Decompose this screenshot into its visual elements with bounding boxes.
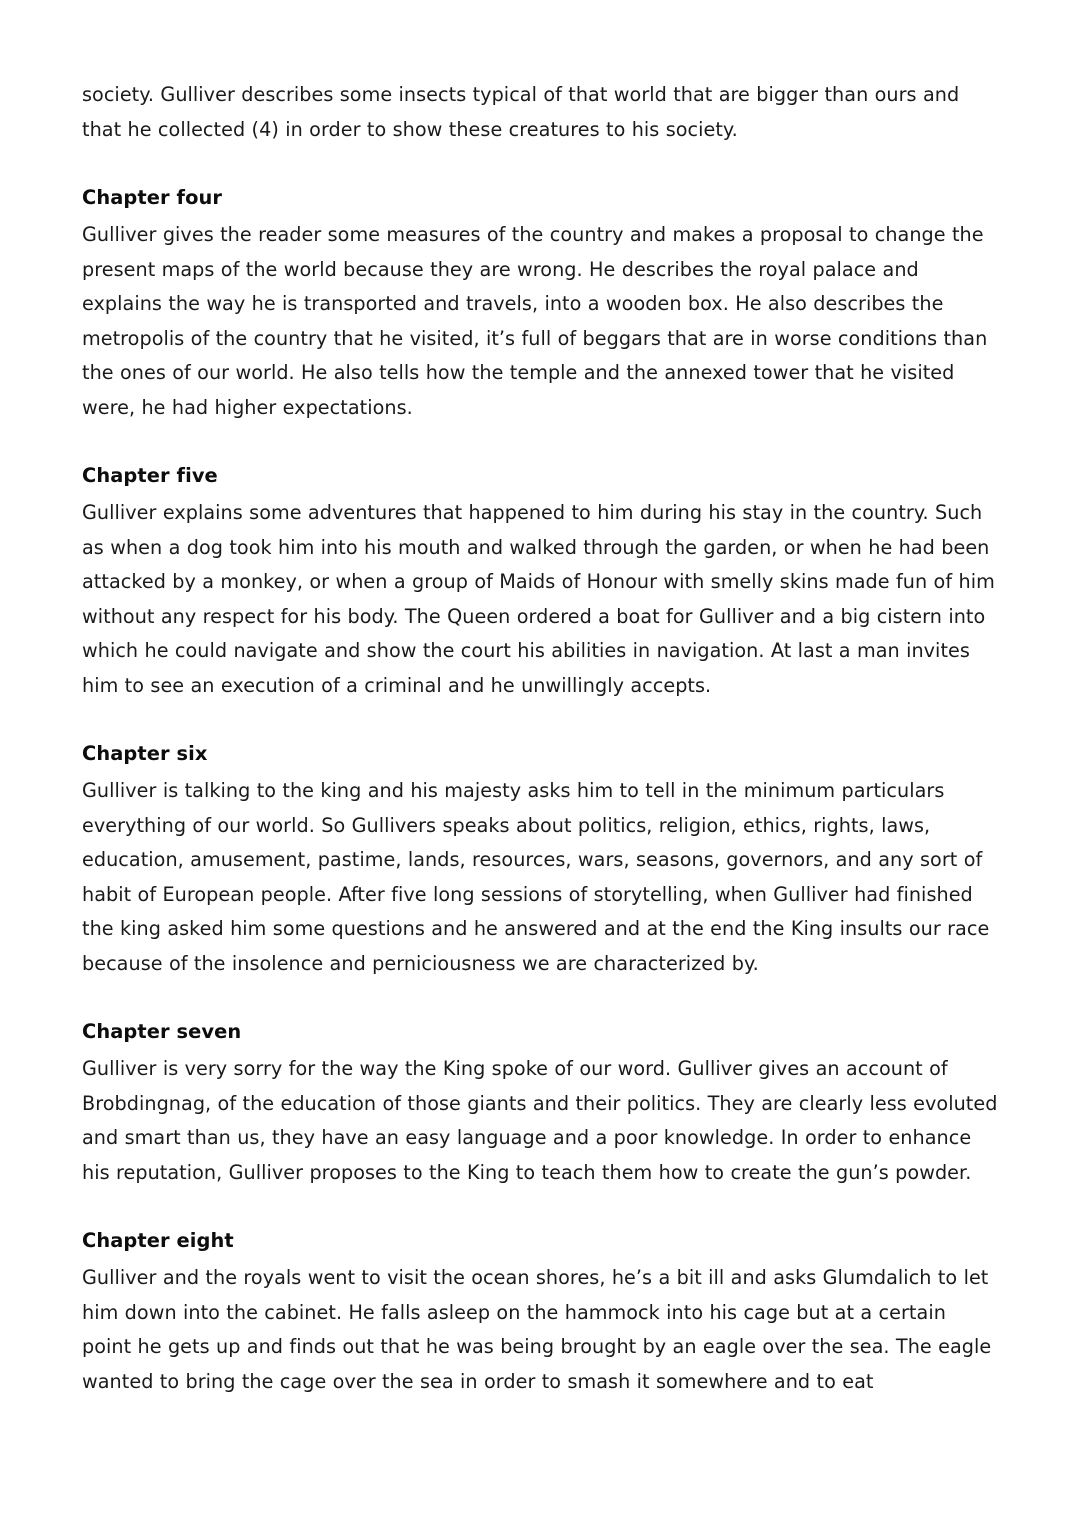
section-paragraph: Gulliver is talking to the king and his majesty asks him to tell in the minimum particulars everything of our world. So Gullivers speaks about politics, religion, ethics, rights, laws, education, amusement, pastime, lands, resources, wars, seasons, governors, and any sort of habit of European people. After five long sessions of storytelling, when Gulliver had finished the king asked him some questions and he answered and at the end the King insults our race because of the insolence and perniciousness we are characterized by. (82, 779, 990, 975)
section-chapter-five (82, 461, 1000, 703)
section-heading: Chapter seven (82, 1020, 242, 1043)
section-chapter-four (82, 183, 1000, 425)
document-body (82, 78, 1000, 1399)
section-heading: Chapter four (82, 186, 223, 209)
section-chapter-six (82, 739, 1000, 981)
continued-section (82, 78, 1000, 147)
section-heading: Chapter eight (82, 1229, 234, 1252)
section-paragraph: Gulliver and the royals went to visit the ocean shores, he’s a bit ill and asks Glumdalich to let him down into the cabinet. He falls asleep on the hammock into his cage but at a certain point he gets up and finds out that he was being brought by an eagle over the sea. The eagle wanted to bring the cage over the sea in order to smash it somewhere and to eat (82, 1266, 992, 1393)
section-paragraph: Gulliver explains some adventures that happened to him during his stay in the country. Such as when a dog took him into his mouth and walked through the garden, or when he had been attacked by a monkey, or when a group of Maids of Honour with smelly skins made fun of him without any respect for his body. The Queen ordered a boat for Gulliver and a big cistern into which he could navigate and show the court his abilities in navigation. At last a man invites him to see an execution of a criminal and he unwillingly accepts. (82, 501, 995, 697)
section-heading: Chapter five (82, 464, 218, 487)
section-chapter-seven (82, 1017, 1000, 1190)
section-chapter-eight (82, 1226, 1000, 1399)
section-paragraph: Gulliver is very sorry for the way the King spoke of our word. Gulliver gives an account of Brobdingnag, of the education of those giants and their politics. They are clearly less evoluted and smart than us, they have an easy language and a poor knowledge. In order to enhance his reputation, Gulliver proposes to the King to teach them how to create the gun’s powder. (82, 1057, 998, 1184)
continued-paragraph: society. Gulliver describes some insects typical of that world that are bigger than ours and that he collected (4) in order to show these creatures to his society. (82, 83, 960, 141)
section-heading: Chapter six (82, 742, 208, 765)
section-paragraph: Gulliver gives the reader some measures of the country and makes a proposal to change the present maps of the world because they are wrong. He describes the royal palace and explains the way he is transported and travels, into a wooden box. He also describes the metropolis of the country that he visited, it’s full of beggars that are in worse conditions than the ones of our world. He also tells how the temple and the annexed tower that he visited were, he had higher expectations. (82, 223, 988, 419)
